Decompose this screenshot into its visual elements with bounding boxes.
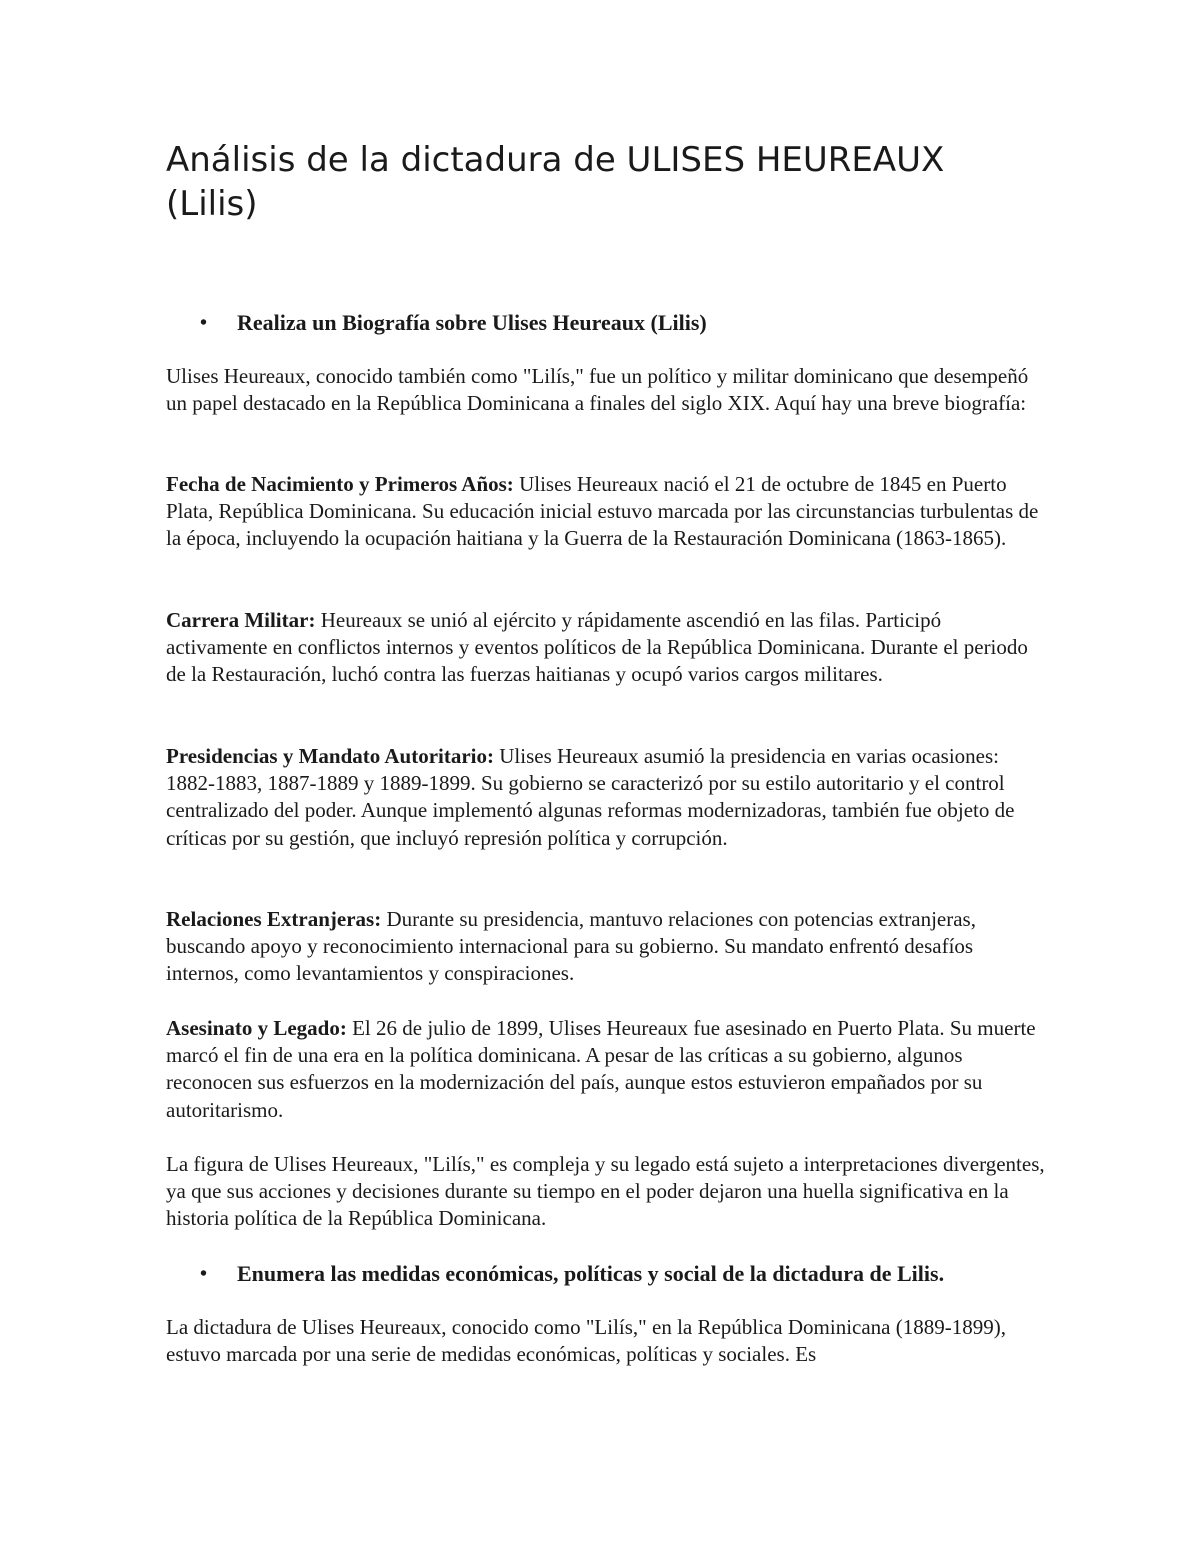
section-1-intro: Ulises Heureaux, conocido también como "Lilís," fue un político y militar dominicano que desempeñó un papel destacado en la República Dominicana a finales del siglo XIX. Aquí hay una breve biografía: bbox=[166, 364, 1029, 416]
bio-item-text: El 26 de julio de 1899, Ulises Heureaux fue asesinado en Puerto Plata. Su muerte marcó el fin de una era en la política dominicana. A pesar de las críticas a su gobierno, algunos reconocen sus esfuerzos en la modernización del país, aunque estos estuvieron empañados por su autoritarismo. bbox=[166, 1016, 1036, 1122]
bio-item-presidency bbox=[166, 743, 1046, 852]
bio-item-text: Heureaux se unió al ejército y rápidamente ascendió en las filas. Participó activamente en conflictos internos y eventos políticos de la República Dominicana. Durante el periodo de la Restauración, luchó contra las fuerzas haitianas y ocupó varios cargos militares. bbox=[166, 608, 1028, 687]
section-1-closing: La figura de Ulises Heureaux, "Lilís," es compleja y su legado está sujeto a interpretaciones divergentes, ya que sus acciones y decisiones durante su tiempo en el poder dejaron una huella significativa en la historia política de la República Dominicana. bbox=[166, 1152, 1045, 1231]
bio-item-military bbox=[166, 607, 1046, 689]
bio-item-label: Relaciones Extranjeras: bbox=[166, 907, 382, 931]
bio-item-birth bbox=[166, 471, 1046, 553]
bullet-icon: • bbox=[200, 312, 208, 334]
bio-item-text: Ulises Heureaux asumió la presidencia en varias ocasiones: 1882-1883, 1887-1889 y 1889-1899. Su gobierno se caracterizó por su estilo autoritario y el control centralizado del poder. Aunque implementó algunas reformas modernizadoras, también fue objeto de críticas por su gestión, que incluyó represión política y corrupción. bbox=[166, 744, 1015, 850]
bullet-icon: • bbox=[200, 1263, 208, 1285]
bio-item-legacy bbox=[166, 1015, 1046, 1124]
bio-item-label: Asesinato y Legado: bbox=[166, 1016, 347, 1040]
section-2-heading-text: Enumera las medidas económicas, políticas y social de la dictadura de Lilis. bbox=[237, 1261, 945, 1286]
bio-item-text: Durante su presidencia, mantuvo relaciones con potencias extranjeras, buscando apoyo y reconocimiento internacional para su gobierno. Su mandato enfrentó desafíos internos, como levantamientos y conspiraciones. bbox=[166, 907, 976, 986]
bio-item-text: Ulises Heureaux nació el 21 de octubre de 1845 en Puerto Plata, República Dominicana. Su educación inicial estuvo marcada por las circunstancias turbulentas de la época, incluyendo la ocupación haitiana y la Guerra de la Restauración Dominicana (1863-1865). bbox=[166, 472, 1039, 551]
bio-item-label: Fecha de Nacimiento y Primeros Años: bbox=[166, 472, 514, 496]
bio-item-foreign-relations bbox=[166, 906, 1046, 988]
section-2-intro: La dictadura de Ulises Heureaux, conocido como "Lilís," en la República Dominicana (1889-1899), estuvo marcada por una serie de medidas económicas, políticas y sociales. Es bbox=[166, 1315, 1006, 1367]
bio-item-label: Presidencias y Mandato Autoritario: bbox=[166, 744, 495, 768]
bio-item-label: Carrera Militar: bbox=[166, 608, 316, 632]
section-1-heading-text: Realiza un Biografía sobre Ulises Heureaux (Lilis) bbox=[237, 310, 707, 335]
document-title: Análisis de la dictadura de ULISES HEUREAUX (Lilis) bbox=[166, 140, 945, 224]
